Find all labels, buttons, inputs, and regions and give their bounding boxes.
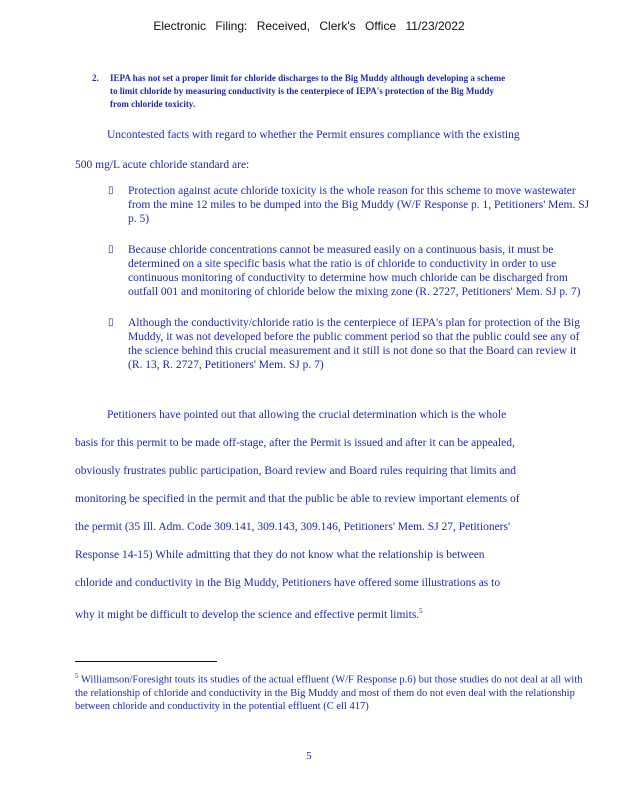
bullet-icon: ▯ [108,185,114,196]
paragraph-line: the permit (35 Ill. Adm. Code 309.141, 309.143, 309.146, Petitioners' Mem. SJ 27, Petitioners' [75,521,511,533]
paragraph-line: monitoring be specified in the permit and that the public be able to review important elements of [75,493,520,505]
heading-number: 2. [92,73,99,83]
footnote-reference[interactable]: 5 [419,607,423,615]
argument-paragraph [75,408,595,632]
list-item-text: Protection against acute chloride toxicity is the whole reason for this scheme to move wastewater from the mine 12 miles to be dumped into the Big Muddy (W/F Response p. 1, Petitioners' Mem. SJ p. 5) [128,185,590,225]
section-heading [92,72,512,111]
list-item [108,316,592,372]
footnote-marker: 5 [75,672,79,680]
bullet-icon: ▯ [108,244,114,255]
paragraph-line: basis for this permit to be made off-stage, after the Permit is issued and after it can be appealed, [75,437,515,449]
paragraph-line-text: why it might be difficult to develop the science and effective permit limits. [75,608,420,621]
page-number: 5 [306,750,312,762]
intro-paragraph [75,128,595,172]
list-item-text: Because chloride concentrations cannot be measured easily on a continuous basis, it must be determined on a site specific basis what the ratio is of chloride to conductivity in order to use continuous monitoring of conductivity to determine how much chloride can be discharged from outfall 001 and monitoring of chloride below the mixing zone (R. 2727, Petitioners' Mem. SJ p. 7) [128,244,581,298]
paragraph-line: Response 14-15) While admitting that they do not know what the relationship is between [75,549,485,561]
paragraph-line [75,604,595,621]
bullet-icon: ▯ [108,317,114,328]
paragraph-line: chloride and conductivity in the Big Muddy, Petitioners have offered some illustrations as to [75,577,501,589]
filing-header: Electronic Filing: Received, Clerk's Office 11/23/2022 [153,19,465,33]
footnote-text: Williamson/Foresight touts its studies of the actual effluent (W/F Response p.6) but those studies do not deal at all with the relationship of chloride and conductivity in the Big Muddy and most of them do not even deal with the relationship between chloride and conductivity in the potential effluent (C ell 417) [75,674,583,712]
heading-text: IEPA has not set a proper limit for chloride discharges to the Big Muddy although developing a scheme to limit chloride by measuring conductivity is the centerpiece of IEPA's protection of the Big Muddy from chloride toxicity. [110,73,506,109]
footnote [75,670,585,713]
paragraph-line: Petitioners have pointed out that allowing the crucial determination which is the whole [107,409,507,421]
list-item [108,243,592,299]
list-item [108,184,592,226]
footnote-divider [75,661,217,662]
paragraph-line: obviously frustrates public participation, Board review and Board rules requiring that limits and [75,465,517,477]
facts-list [108,184,592,389]
list-item-text: Although the conductivity/chloride ratio is the centerpiece of IEPA's plan for protection of the Big Muddy, it was not developed before the public comment period so that the public could see any of the science behind this crucial measurement and it still is not done so that the Board can review it (R. 13, R. 2727, Petitioners' Mem. SJ p. 7) [128,317,580,371]
intro-line-1: Uncontested facts with regard to whether the Permit ensures compliance with the existing [107,129,520,141]
intro-line-2: 500 mg/L acute chloride standard are: [75,159,250,171]
